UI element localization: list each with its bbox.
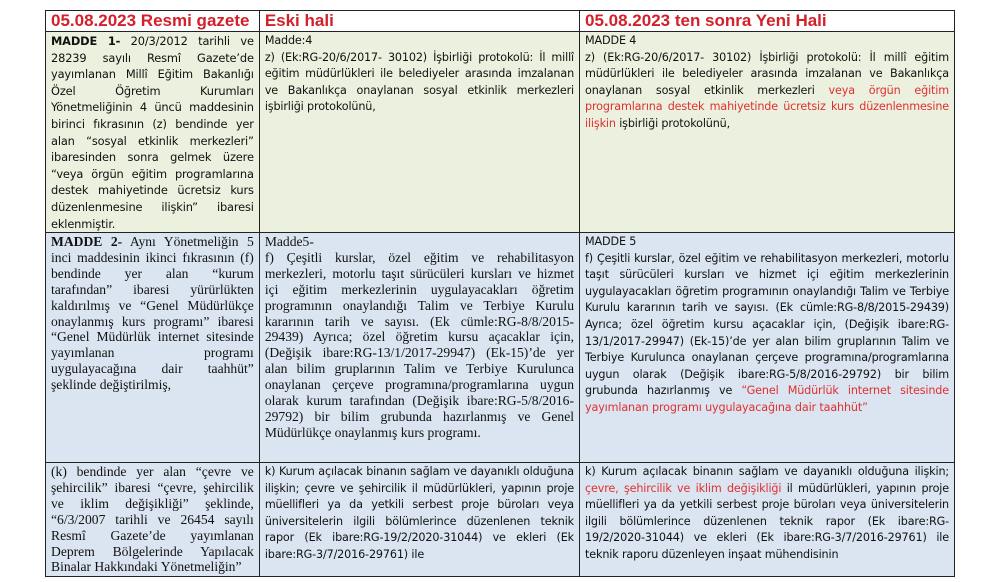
- madde-lead: MADDE 1-: [51, 34, 121, 48]
- eski-text: k) Kurum açılacak binanın sağlam ve dayanıklı olduğuna ilişkin; çevre ve şehircilik il müdürlükleri, yapının proje müellifleri ya da yetkili serbest proje büroları veya üniversitelerin ilgili bölümlerince düzenlenen teknik rapor (Ek ibare:RG-19/2/2020-31044) ve ekleri (Ek ibare:RG-3/7/2016-29761) ile: [264, 465, 575, 561]
- yeni-cell: [580, 32, 955, 233]
- comparison-table: [45, 10, 955, 577]
- yeni-text: f) Çeşitli kurslar, özel eğitim ve rehabilitasyon merkezleri, motorlu taşıt sürücüleri kursları ve hizmet içi eğitim merkezlerinin uygulayacakları öğretim programının onaylandığı Talim ve Terbiye Kurulu kararının tarih ve sayısı. (Ek cümle:RG-8/8/2015-29439) Ayrıca; özel öğretim kursu açacaklar için, (Değişik ibare:RG-13/1/2017-29947) (Ek-15)’de yer alan bilim gruplarının Talim ve Terbiye Kurulunca onaylanan çerçeve programına/programlarına uygun olarak (Değişik ibare:RG-5/8/2016-29792) bir bilim grubunda hazırlanmış ve: [585, 251, 949, 398]
- gazete-text: 20/3/2012 tarihli ve 28239 sayılı Resmî Gazete’de yayımlanan Millî Eğitim Bakanlığı Özel Öğretim Kurumları Yönetmeliğinin 4 üncü maddesinin birinci fıkrasının (z) bendinde yer alan “sosyal etkinlik merkezleri” ibaresinden sonra gelmek üzere “veya örgün eğitim programlarına destek mahiyetinde ücretsiz kurs düzenlenmesine ilişkin” ibaresi eklenmiştir.: [51, 34, 254, 231]
- table-row: [46, 463, 955, 577]
- header-eski-hali: Eski hali: [259, 11, 579, 32]
- yeni-text: z) (Ek:RG-20/6/2017- 30102) İşbirliği protokolü: İl millî eğitim müdürlükleri ile belediyeler arasında imzalanan ve Bakanlıkça onaylanan sosyal etkinlik merkezleri: [585, 50, 949, 97]
- gazete-cell: [46, 32, 260, 233]
- yeni-text: k) Kurum açılacak binanın sağlam ve dayanıklı olduğuna ilişkin;: [585, 465, 949, 478]
- header-resmi-gazete: 05.08.2023 Resmi gazete: [46, 11, 260, 32]
- gazete-text: (k) bendinde yer alan “çevre ve şehircilik” ibaresi “çevre, şehircilik ve iklim değişikliği” şeklinde, “6/3/2007 tarihli ve 26454 sayılı Resmî Gazete’de yayımlanan Deprem Bölgelerinde Yapılacak Binalar Hakkındaki Yönetmeliğin”: [51, 464, 254, 575]
- table-row: [46, 233, 955, 463]
- changed-text: “Genel Müdürlük internet sitesinde yayımlanan programı uygulayacağına dair taahhüt”: [585, 384, 949, 414]
- eski-cell: [259, 463, 579, 577]
- yeni-text-after: il müdürlükleri, yapının proje müellifleri ya da yetkili serbest proje büroları veya üniversitelerin ilgili bölümlerince düzenlenen teknik rapor (Ek ibare:RG-19/2/2020-31044) ve ekleri (Ek ibare:RG-3/7/2016-29761) ile teknik raporu düzenleyen inşaat mühendisinin: [585, 481, 949, 561]
- changed-text: veya örgün eğitim programlarına destek mahiyetinde ücretsiz kurs düzenlenmesine ilişkin: [585, 83, 949, 130]
- yeni-cell: [580, 233, 955, 463]
- madde-heading: Madde:4: [264, 34, 313, 47]
- gazete-text: Aynı Yönetmeliğin 5 inci maddesinin ikinci fıkrasının (f) bendinde yer alan “kurum tarafından” ibaresi yürürlükten kaldırılmış ve “Genel Müdürlükçe onaylanmış kurs programı” ibaresi “Genel Müdürlük internet sitesinde yayımlanan programı uygulayacağına dair taahhüt” şeklinde değiştirilmiş,: [51, 234, 254, 393]
- eski-text: z) (Ek:RG-20/6/2017- 30102) İşbirliği protokolü: İl millî eğitim müdürlükleri ile belediyeler arasında imzalanan ve Bakanlıkça onaylanan sosyal etkinlik merkezleri işbirliği protokolünü,: [264, 50, 575, 114]
- gazete-cell: [46, 463, 260, 577]
- eski-cell: [259, 233, 579, 463]
- eski-cell: [259, 32, 579, 233]
- madde-lead: MADDE 2-: [51, 234, 123, 249]
- yeni-cell: [580, 463, 955, 577]
- madde-heading: MADDE 4: [585, 34, 637, 47]
- madde-heading: MADDE 5: [585, 235, 637, 248]
- madde-heading: Madde5-: [264, 234, 314, 249]
- header-row: [46, 11, 955, 32]
- table-row: [46, 32, 955, 233]
- yeni-text-after: işbirliği protokolünü,: [615, 116, 731, 130]
- header-yeni-hali: 05.08.2023 ten sonra Yeni Hali: [580, 11, 955, 32]
- gazete-cell: [46, 233, 260, 463]
- eski-text: f) Çeşitli kurslar, özel eğitim ve rehabilitasyon merkezleri, motorlu taşıt sürücüleri kursları ve hizmet içi eğitim merkezlerinin uygulayacakları öğretim programının onaylandığı Talim ve Terbiye Kurulu kararının tarih ve sayısı. (Ek cümle:RG-8/8/2015-29439) Ayrıca; özel öğretim kursu açacaklar için, (Değişik ibare:RG-13/1/2017-29947) (Ek-15)’de yer alan bilim gruplarının Talim ve Terbiye Kurulunca onaylanan çerçeve programına/programlarına uygun olarak kurum tarafından (Değişik ibare:RG-5/8/2016-29792) bir bilim grubunda hazırlanmış ve Genel Müdürlükçe onaylanmış kurs programı.: [264, 249, 575, 440]
- changed-text: çevre, şehircilik ve iklim değişikliği: [585, 481, 782, 495]
